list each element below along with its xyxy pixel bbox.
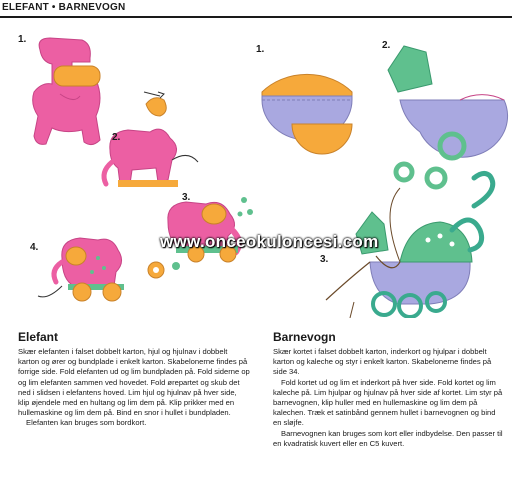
elefant-step-2-label: 2. [112,132,121,143]
elefant-step-1-label: 1. [18,34,27,45]
pram-step-1-illustration [262,74,352,154]
barnevogn-paragraph-1: Skær kortet i falset dobbelt karton, inderkort og hjulpar i dobbelt karton og kaleche og styr i enkelt karton. Skabelonerne findes på side 34. [273,347,492,377]
elefant-step-4-label: 4. [30,242,39,253]
barnevogn-paragraph-3: Barnevognen kan bruges som kort eller indbydelse. Den passer til en kvadratisk kuvert eller en C5 kuvert. [273,428,503,448]
barnevogn-section [273,330,503,449]
illustrations [0,18,512,318]
elephant-step-1-illustration [33,38,100,145]
watermark: www.onceokuloncesi.com [160,232,379,251]
barnevogn-title: Barnevogn [273,330,336,344]
barnevogn-step-3-label: 3. [320,254,329,265]
header-title: ELEFANT • BARNEVOGN [2,2,126,13]
elephant-step-4-illustration [38,238,124,301]
page-header [0,0,512,18]
elefant-paragraph-1: Skær elefanten i falset dobbelt karton, hjul og hjulnav i dobbelt karton og ører og bundplade i enkelt karton. Skabelonerne findes på forrige side. Fold elefanten ud og lim bundpladen på. Fold siderne op og lim elefanten sammen ved hovedet. Fold ørepartet og skub det ned i slidsen i elefantens hoved. Lim hjul og hjulnav på hver side, klip øjendele med en hultang og lim dem på. Klip prikker med en hullemaskine og lim dem på. Bind en snor i hullet i bundpladen. [18,347,250,418]
elefant-step-3-label: 3. [182,192,191,203]
elefant-title: Elefant [18,330,59,344]
barnevogn-step-2-label: 2. [382,40,391,51]
elefant-paragraph-2: Elefanten kan bruges som bordkort. [26,418,147,428]
barnevogn-paragraph-2: Fold kortet ud og lim et inderkort på hver side. Fold kortet og lim kaleche på. Lim hjulpar og hjulnav på hver side af kortet. Lim styr på barnevognen, klip huller med en hullemaskine og lim dem på kalechen. Træk et satinbånd gennem hullet i barnevognen og bind en sløjfe. [273,377,503,428]
elefant-section [18,330,250,429]
pram-step-2-illustration [388,46,508,187]
barnevogn-step-1-label: 1. [256,44,265,55]
